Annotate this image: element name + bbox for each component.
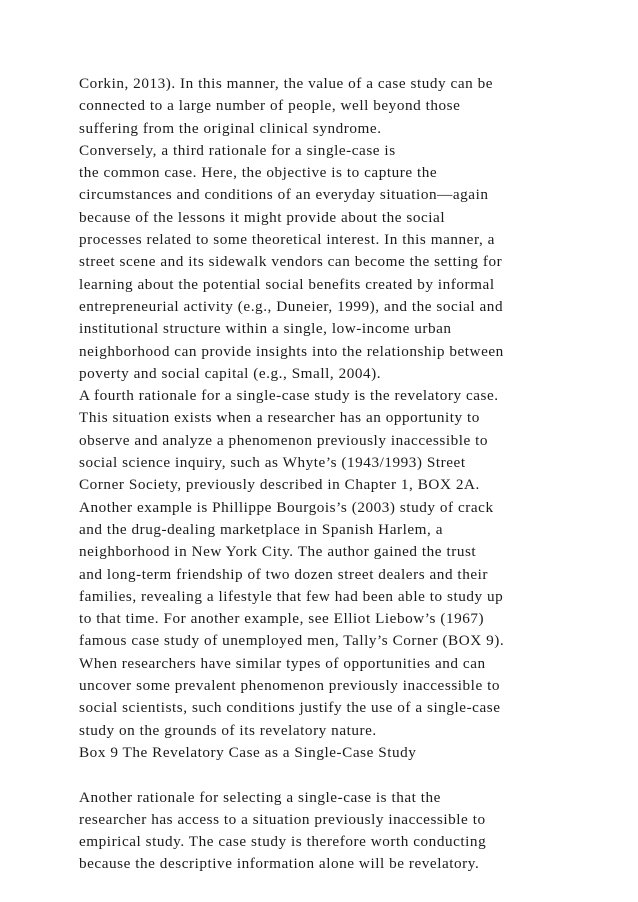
- text-line: neighborhood can provide insights into the relationship between: [79, 342, 504, 360]
- text-line: processes related to some theoretical interest. In this manner, a: [79, 231, 495, 249]
- text-line: When researchers have similar types of opportunities and can: [79, 654, 486, 672]
- text-line: connected to a large number of people, well beyond those: [79, 97, 461, 115]
- text-line: street scene and its sidewalk vendors can become the setting for: [79, 253, 503, 271]
- text-line: families, revealing a lifestyle that few had been able to study up: [79, 587, 504, 605]
- text-line: because the descriptive information alone will be revelatory.: [79, 855, 480, 873]
- text-line: poverty and social capital (e.g., Small, 2004).: [79, 364, 382, 382]
- text-line: social science inquiry, such as Whyte’s (1943/1993) Street: [79, 454, 466, 472]
- text-line: the common case. Here, the objective is to capture the: [79, 164, 438, 182]
- text-line: institutional structure within a single, low-income urban: [79, 320, 452, 338]
- text-line: This situation exists when a researcher has an opportunity to: [79, 409, 480, 427]
- text-line: circumstances and conditions of an everyday situation—again: [79, 186, 489, 204]
- body-text: [79, 73, 619, 876]
- text-line: Corner Society, previously described in Chapter 1, BOX 2A.: [79, 476, 480, 494]
- text-line: empirical study. The case study is therefore worth conducting: [79, 833, 487, 851]
- text-line: uncover some prevalent phenomenon previously inaccessible to: [79, 677, 501, 695]
- text-line: suffering from the original clinical syndrome.: [79, 119, 382, 137]
- text-line: entrepreneurial activity (e.g., Duneier, 1999), and the social and: [79, 297, 504, 315]
- text-line: to that time. For another example, see Elliot Liebow’s (1967): [79, 610, 485, 628]
- text-line: neighborhood in New York City. The author gained the trust: [79, 543, 477, 561]
- text-line: famous case study of unemployed men, Tally’s Corner (BOX 9).: [79, 632, 505, 650]
- text-line: researcher has access to a situation previously inaccessible to: [79, 810, 486, 828]
- text-line: and long-term friendship of two dozen street dealers and their: [79, 565, 489, 583]
- blank-line: [79, 764, 619, 786]
- text-line: Another example is Phillippe Bourgois’s (2003) study of crack: [79, 498, 494, 516]
- text-line: Another rationale for selecting a single-case is that the: [79, 788, 441, 806]
- text-line: Conversely, a third rationale for a single-case is: [79, 141, 396, 159]
- text-line: and the drug-dealing marketplace in Spanish Harlem, a: [79, 520, 444, 538]
- text-line: A fourth rationale for a single-case study is the revelatory case.: [79, 387, 499, 405]
- box-heading: Box 9 The Revelatory Case as a Single-Case Study: [79, 743, 417, 761]
- text-line: Corkin, 2013). In this manner, the value of a case study can be: [79, 75, 494, 92]
- text-line: social scientists, such conditions justify the use of a single-case: [79, 699, 501, 717]
- text-line: study on the grounds of its revelatory nature.: [79, 721, 377, 739]
- text-line: because of the lessons it might provide about the social: [79, 208, 446, 226]
- text-line: learning about the potential social benefits created by informal: [79, 275, 495, 293]
- text-line: observe and analyze a phenomenon previously inaccessible to: [79, 431, 489, 449]
